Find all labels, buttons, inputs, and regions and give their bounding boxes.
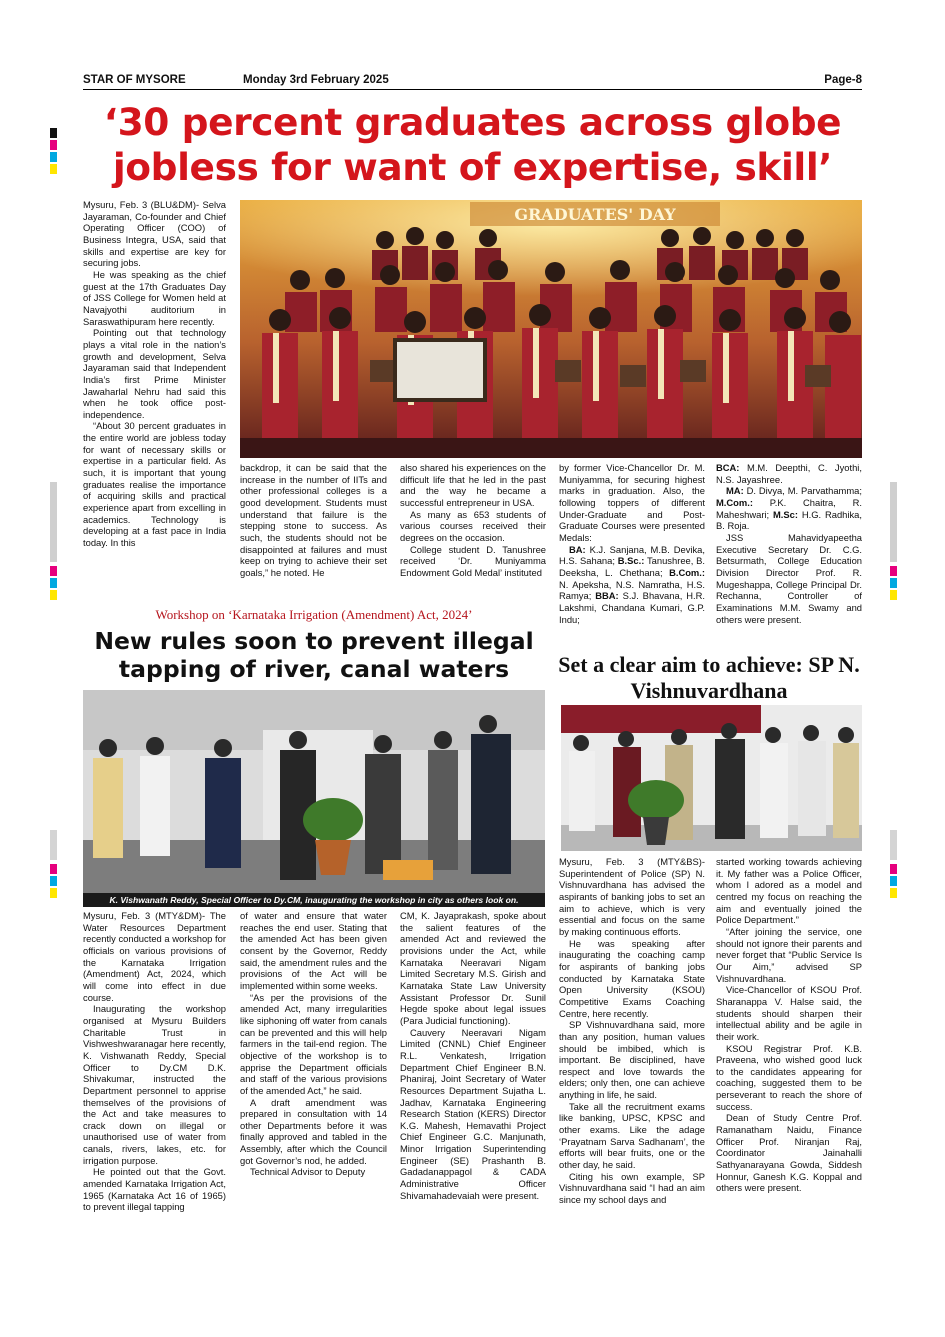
story2-column-1	[83, 910, 226, 1270]
story3-col2-para: KSOU Registrar Prof. K.B. Praveena, who wished good luck to the candidates appearing for coaching, suggested them to be perseverant to reach the shore of success.	[716, 1042, 862, 1112]
story1-col5-medals: MA: D. Divya, M. Parvathamma; M.Com.: P.K. Chaitra, R. Maheshwari; M.Sc: H.G. Radhika, B. Roja.	[716, 485, 862, 532]
story3-headline: Set a clear aim to achieve: SP N. Vishnuvardhana	[558, 652, 860, 703]
story1-col2-para: backdrop, it can be said that the increase in the number of IITs and other professional colleges is a good development. Students must understand that failure is the stepping stone to success. As such, the students should not be disappointed at failures and must keep on trying to achieve their set goals,” he noted. He	[240, 462, 387, 578]
page-number: Page-8	[824, 74, 862, 86]
story3-col1-para: Mysuru, Feb. 3 (MTY&BS)- Superintendent of Police (SP) N. Vishnuvardhana has advised the aspirants of banking jobs to set an aim to achieve, which is very essential and focus on the same by making continuous efforts.	[559, 856, 705, 937]
story1-col3-para: As many as 653 students of various courses received their degrees on the occasion.	[400, 508, 546, 543]
story1-col5-outro: JSS Mahavidyapeetha Executive Secretary Dr. C.G. Betsurmath, College Education Division Director Prof. R. Mugeshappa, College Principal Dr. Rechanna, Controller of Examinations M.M. Swamy and others were present.	[716, 531, 862, 625]
story2-col3-para: CM, K. Jayaprakash, spoke about the salient features of the amended Act and reviewed the provisions under the Act, while Karnataka Neeravari Nigam Limited Secretary M.S. Girish and Karnataka State Law University Assistant Professor Dr. Sunil Hegde spoke about legal issues (Para Judicial functioning).	[400, 910, 546, 1026]
graduates-day-photo	[240, 200, 862, 458]
story1-col5-medals: BCA: M.M. Deepthi, C. Jyothi, N.S. Jayashree.	[716, 462, 862, 485]
story3-column-2	[716, 856, 862, 1276]
story1-col1-para: Pointing out that technology plays a vital role in the nation’s growth and development, Selva Jayaraman said that Independent India’s first Prime Minister Jawaharlal Nehru had said this when he took office post-independence.	[83, 327, 226, 420]
story1-col4-intro: by former Vice-Chancellor Dr. M. Muniyamma, for securing highest marks in graduation. Also, the following toppers of different Under-Graduate and Post-Graduate Courses were presented Medals:	[559, 462, 705, 543]
story2-col1-para: He pointed out that the Govt. amended Karnataka Irrigation Act, 1965 (Karnataka Act 16 of 1965) to prevent illegal tapping	[83, 1166, 226, 1213]
story2-col2-para: “As per the provisions of the amended Act, many irregularities like siphoning off water from canals can be prevented and this will help farmers in the tail-end region. The objective of the workshop is to apprise the Department officials and staff of the various provisions of the amended Act,” he said.	[240, 991, 387, 1096]
story2-col2-para: Technical Advisor to Deputy	[250, 1166, 366, 1178]
workshop-photo	[83, 690, 545, 893]
story1-column-5	[716, 462, 862, 642]
workshop-photo-illustration	[83, 690, 545, 893]
coaching-photo-illustration	[561, 705, 862, 851]
story2-col2-para: of water and ensure that water reaches the end user. Stating that the amended Act has been given consent by the Governor, Reddy said, the amendment rules and the provisions of the Act will be implemented within some weeks.	[240, 910, 387, 991]
story3-col2-para: Vice-Chancellor of KSOU Prof. Sharanappa V. Halse said, the students should sharpen their intellectual ability and be agile in their work.	[716, 984, 862, 1042]
story3-col2-para: “After joining the service, one should not ignore their parents and never forget that “Public Service Is Our Aim,” advised SP Vishnuvardhana.	[716, 925, 862, 984]
issue-date: Monday 3rd February 2025	[243, 74, 389, 86]
story3-col2-para: Dean of Study Centre Prof. Ramanatham Naidu, Finance Officer Prof. Niranjan Raj, Coordinator Jainahalli Sathyanarayana Gowda, Siddesh Honnur, Ganesh K.G. Koppal and others were present.	[716, 1112, 862, 1194]
story2-col1-para: Mysuru, Feb. 3 (MTY&DM)- The Water Resources Department recently conducted a workshop for officials on various provisions of the Karnataka Irrigation (Amendment) Act, 2024, which will come into effect in due course.	[83, 910, 226, 1003]
story1-col3-para: College student D. Tanushree received ‘Dr. Muniyamma Endowment Gold Medal’ instituted	[400, 543, 546, 578]
masthead	[83, 74, 862, 90]
story2-column-2	[240, 910, 387, 1270]
story3-column-1	[559, 856, 705, 1276]
story3-col1-para: Take all the recruitment exams like banking, UPSC, KPSC and other exams. Like the adage ‘Prayatnam Sarva Sadhanam’, the efforts will bear fruits, one or the other day, he said.	[559, 1100, 705, 1171]
story1-column-2	[240, 462, 387, 602]
story2-col3-para: Cauvery Neeravari Nigam Limited (CNNL) Chief Engineer R.L. Venkatesh, Irrigation Department Chief Engineer B.N. Phaniraj, Joint Secretary of Water Resources Department Sujatha L. Jadhav, Karnataka Engineering Research Station (KERS) Director K.G. Mahesh, Hemavathi Project Chief Engineer G.C. Manjunath, Minor Irrigation Superintending Engineer (SE) Prashanth B. Gadadanappagol & CADA Administrative Officer Shivamahadevaiah were present.	[400, 1026, 546, 1201]
story1-column-4	[559, 462, 705, 642]
main-headline: ‘30 percent graduates across globe jobless for want of expertise, skill’	[103, 100, 842, 189]
story3-col2-para: started working towards achieving it. My father was a Police Officer, whom I adored as a model and centred my focus on reaching the aim and eventually joined the Police Department.”	[716, 856, 862, 926]
coaching-camp-photo	[561, 705, 862, 851]
story2-kicker: Workshop on ‘Karnataka Irrigation (Amendment) Act, 2024’	[155, 607, 473, 622]
story1-col4-medals: BA: K.J. Sanjana, M.B. Devika, H.S. Sahana; B.Sc.: Tanushree, B. Deeksha, L. Chethana; B.Com.: N. Apeksha, N.S. Namratha, H.S. Ramya; BBA: S.J. Bhavana, H.R. Lakshmi, Chandana Kumari, G.P. Indu;	[559, 543, 706, 625]
story1-col1-para: He was speaking as the chief guest at the 17th Graduates Day of JSS College for Women held at Navajyothi auditorium in Saraswathipuram here recently.	[83, 268, 226, 327]
workshop-photo-caption: K. Vishwanath Reddy, Special Officer to Dy.CM, inaugurating the workshop in city as others look on.	[83, 893, 545, 907]
story1-col1-para: “About 30 percent graduates in the entire world are jobless today for want of necessary skills or expertise in a particular field. As such, it is important that young graduates realise the importance of acquiring skills and practical experience apart from excelling in academics. Technology is developing at a fast pace in India today. In this	[83, 420, 226, 549]
story3-col1-para: Citing his own example, SP Vishnuvardhana said “I had an aim since my school days and	[559, 1170, 705, 1206]
story3-col1-para: He was speaking after inaugurating the coaching camp for aspirants of banking jobs conducted by Karnataka State Open University (KSOU) Competitive Exams Coaching Centre, here recently.	[559, 937, 705, 1019]
story2-column-3	[400, 910, 546, 1270]
publication-name: STAR OF MYSORE	[83, 74, 186, 86]
story2-col1-para: Inaugurating the workshop organised at Mysuru Builders Charitable Trust in Vishweshwaranagar here recently, K. Vishwanath Reddy, Special Officer to Dy.CM D.K. Shivakumar, instructed the Department personnel to apprise themselves of the provisions of the Act and take measures to crack down on illegal or unauthorised use of water from canals, rivers, lakes, etc. for irrigation purpose.	[83, 1003, 226, 1166]
story3-col1-para: SP Vishnuvardhana said, more than any position, human values should be imbibed, which is important. Be disciplined, have respect and love towards the elders; only then, one can achieve anything in life, he said.	[559, 1019, 705, 1101]
graduates-photo-illustration	[240, 200, 862, 458]
story2-col2-para: A draft amendment was prepared in consultation with 14 other Departments before it was finally approved and tabled in the Assembly, after which the Council got Governor’s nod, he added.	[240, 1096, 387, 1166]
banner-text: GRADUATES' DAY	[514, 205, 676, 224]
story1-column-1	[83, 199, 226, 601]
story1-col3-para: also shared his experiences on the difficult life that he led in the past and the way he became a successful entrepreneur in USA.	[400, 462, 546, 508]
story2-headline: New rules soon to prevent illegal tapping of river, canal waters	[94, 627, 534, 683]
story1-column-3	[400, 462, 546, 602]
story1-col1-para: Mysuru, Feb. 3 (BLU&DM)- Selva Jayaraman, Co-founder and Chief Operating Officer (COO) of Business Integra, USA, said that skills and expertise are key for securing jobs.	[83, 199, 226, 269]
